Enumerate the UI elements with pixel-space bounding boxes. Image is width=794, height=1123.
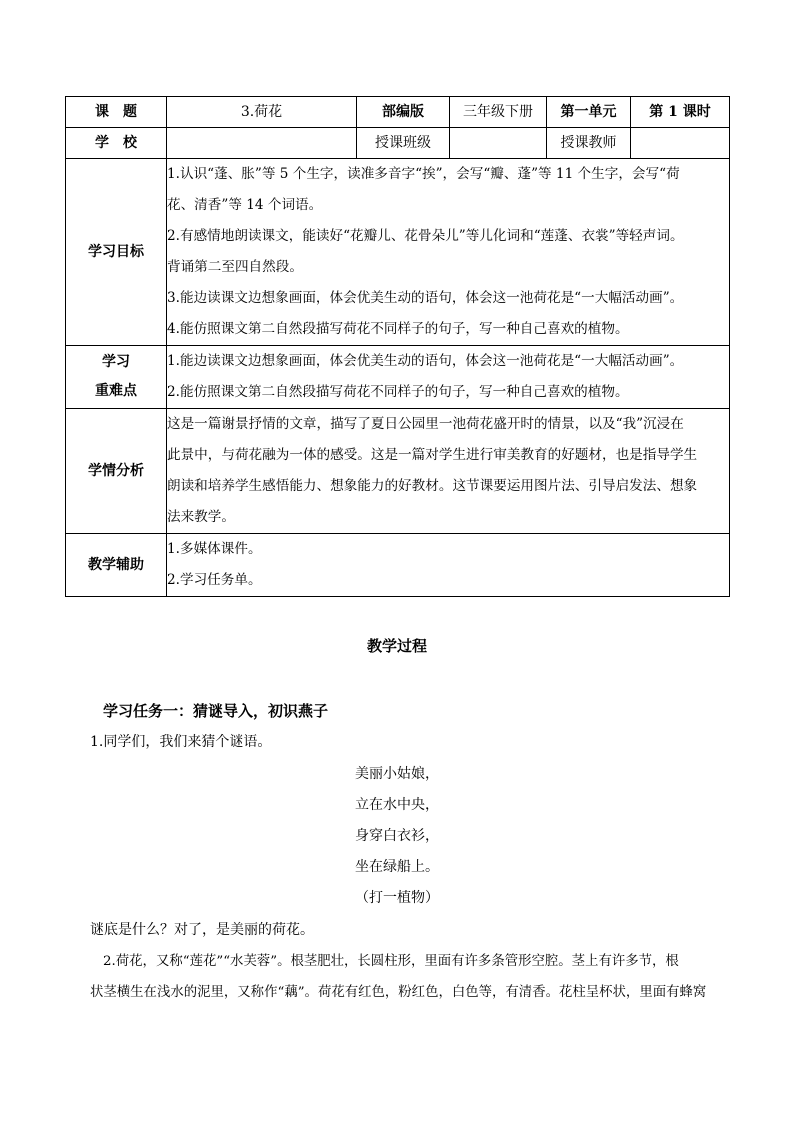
difficulty-line: 1.能边读课文边想象画面，体会优美生动的语句，体会这一池荷花是“一大幅活动画”。 bbox=[167, 353, 684, 369]
label-class: 授课班级 bbox=[357, 128, 450, 159]
goals-line: 花、清香”等 14 个词语。 bbox=[167, 197, 323, 213]
goals-line: 1.认识“蓬、胀”等 5 个生字，读准多音字“挨”，会写“瓣、蓬”等 11 个生字，会写“荷 bbox=[167, 166, 680, 182]
label-course: 课 题 bbox=[66, 97, 167, 128]
analysis-line: 此景中，与荷花融为一体的感受。这是一篇对学生进行审美教育的好题材，也是指导学生 bbox=[167, 447, 698, 463]
riddle-line: 美丽小姑娘， bbox=[355, 766, 439, 782]
analysis-line: 这是一篇谢景抒情的文章，描写了夏日公园里一池荷花盛开时的情景，以及“我”沉浸在 bbox=[167, 416, 684, 432]
aids-line: 2.学习任务单。 bbox=[167, 572, 262, 588]
analysis-line: 朗读和培养学生感悟能力、想象能力的好教材。这节课要运用图片法、引导启发法、想象 bbox=[167, 478, 698, 494]
difficulty-content bbox=[167, 346, 730, 409]
school-value bbox=[167, 128, 357, 159]
aids-content bbox=[167, 534, 730, 597]
course-title: 3.荷花 bbox=[167, 97, 357, 128]
grade: 三年级下册 bbox=[450, 97, 547, 128]
paragraph-2-line1: 2.荷花，又称“莲花”“水芙蓉”。根茎肥壮，长圆柱形，里面有许多条管形空腔。茎上有许多节，根 bbox=[103, 954, 679, 969]
edition: 部编版 bbox=[357, 97, 450, 128]
task1-title: 学习任务一：猜谜导入，初识燕子 bbox=[103, 702, 329, 720]
goals-line: 背诵第二至四自然段。 bbox=[167, 259, 303, 275]
class-value bbox=[450, 128, 547, 159]
period: 第 1 课时 bbox=[631, 97, 730, 128]
riddle-line: 身穿白衣衫， bbox=[355, 828, 439, 844]
row-analysis bbox=[66, 409, 730, 534]
label-school: 学 校 bbox=[66, 128, 167, 159]
riddle-line: 立在水中央， bbox=[355, 797, 439, 813]
row-course bbox=[66, 97, 730, 128]
aids-line: 1.多媒体课件。 bbox=[167, 541, 262, 557]
row-school bbox=[66, 128, 730, 159]
unit: 第一单元 bbox=[547, 97, 631, 128]
label-difficulty bbox=[66, 346, 167, 409]
analysis-line: 法来教学。 bbox=[167, 509, 235, 525]
riddle-hint: （打一植物） bbox=[355, 890, 439, 906]
goals-content bbox=[167, 159, 730, 346]
row-aids bbox=[66, 534, 730, 597]
process-title: 教学过程 bbox=[366, 637, 427, 655]
goals-line: 3.能边读课文边想象画面，体会优美生动的语句，体会这一池荷花是“一大幅活动画”。 bbox=[167, 290, 684, 306]
difficulty-line: 2.能仿照课文第二自然段描写荷花不同样子的句子，写一种自己喜欢的植物。 bbox=[167, 384, 629, 400]
riddle-line: 坐在绿船上。 bbox=[355, 859, 439, 875]
label-goals: 学习目标 bbox=[66, 159, 167, 346]
label-difficulty-line1: 学习 bbox=[102, 354, 130, 370]
answer-paragraph: 谜底是什么？对了，是美丽的荷花。 bbox=[90, 922, 314, 938]
analysis-content bbox=[167, 409, 730, 534]
goals-line: 4.能仿照课文第二自然段描写荷花不同样子的句子，写一种自己喜欢的植物。 bbox=[167, 321, 629, 337]
lesson-info-table bbox=[65, 96, 730, 597]
label-teacher: 授课教师 bbox=[547, 128, 631, 159]
label-difficulty-line2: 重难点 bbox=[95, 383, 137, 399]
goals-line: 2.有感情地朗读课文，能读好“花瓣儿、花骨朵儿”等儿化词和“莲蓬、衣裳”等轻声词。 bbox=[167, 228, 684, 244]
label-analysis: 学情分析 bbox=[66, 409, 167, 534]
intro-paragraph: 1.同学们，我们来猜个谜语。 bbox=[90, 734, 272, 750]
row-goals bbox=[66, 159, 730, 346]
teacher-value bbox=[631, 128, 730, 159]
label-aids: 教学辅助 bbox=[66, 534, 167, 597]
paragraph-2-line2: 状茎横生在浅水的泥里，又称作“藕”。荷花有红色，粉红色，白色等，有清香。花柱呈杯状，里面有蜂窝 bbox=[90, 985, 707, 1000]
row-difficulty bbox=[66, 346, 730, 409]
